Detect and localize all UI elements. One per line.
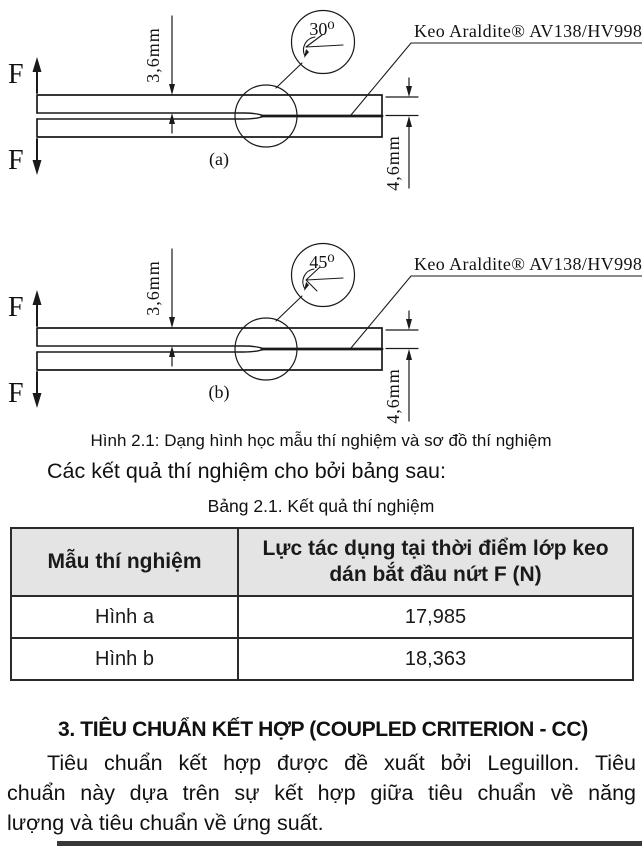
angle-value: 30⁰ — [309, 19, 335, 39]
diagram-b — [8, 244, 642, 424]
force-label-top: F — [8, 59, 24, 90]
adhesive-callout-line — [351, 276, 642, 348]
force-label-bottom: F — [8, 145, 24, 176]
dim-3-6-arrow-down — [169, 84, 175, 95]
paragraph-line: chuẩn này dựa trên sự kết hợp giữa tiêu chuẩn về năng — [7, 781, 636, 805]
balloon-leader — [276, 63, 302, 88]
dim-4-6-arrow-up — [406, 349, 412, 360]
table-row — [11, 596, 633, 638]
cut-off-next-line — [57, 841, 642, 846]
cell-sample: Hình a — [11, 596, 238, 638]
dim-3-6-arrow-down — [169, 317, 175, 328]
adhesive-label: Keo Araldite® AV138/HV998 — [414, 21, 642, 41]
intro-text: Các kết quả thí nghiệm cho bởi bảng sau: — [47, 459, 446, 483]
header-force: Lực tác dụng tại thời điểm lớp keo dán bắt đầu nứt F (N) — [238, 528, 633, 596]
dim-3-6-label: 3,6mm — [143, 260, 163, 316]
cell-force: 17,985 — [238, 596, 633, 638]
table-header-row — [11, 528, 633, 596]
adhesive-label: Keo Araldite® AV138/HV998 — [414, 254, 642, 274]
angle-value: 45⁰ — [309, 252, 335, 272]
table-caption: Bảng 2.1. Kết quả thí nghiệm — [207, 496, 435, 516]
figure-caption: Hình 2.1: Dạng hình học mẫu thí nghiệm và sơ đồ thí nghiệm — [90, 431, 552, 450]
balloon-leader — [276, 296, 302, 321]
paragraph-line: Tiêu chuẩn kết hợp được đề xuất bởi Leguillon. Tiêu — [47, 751, 636, 775]
results-table — [10, 527, 634, 681]
diagram-b-label: (b) — [208, 382, 230, 402]
cell-force: 18,363 — [238, 638, 633, 680]
crack-faces — [37, 113, 264, 119]
dim-4-6-arrow-up — [406, 116, 412, 127]
adhesive-callout-line — [351, 43, 642, 115]
section-paragraph — [7, 748, 636, 838]
table-row — [11, 638, 633, 680]
diagram-a-label: (a) — [209, 149, 229, 169]
force-arrow-up-head — [33, 57, 42, 72]
force-arrow-up-head — [33, 290, 42, 305]
cell-sample: Hình b — [11, 638, 238, 680]
dim-4-6-arrow-down — [406, 86, 412, 97]
dim-4-6-label: 4,6mm — [383, 368, 403, 424]
crack-faces — [37, 346, 264, 352]
dim-4-6-arrow-down — [406, 319, 412, 330]
force-arrow-down-head — [33, 393, 42, 408]
dim-4-6-label: 4,6mm — [383, 135, 403, 191]
paragraph-line: lượng và tiêu chuẩn về ứng suất. — [7, 811, 324, 835]
force-label-bottom: F — [8, 378, 24, 409]
diagram-a — [8, 11, 642, 191]
force-arrow-down-head — [33, 160, 42, 175]
header-sample: Mẫu thí nghiệm — [11, 528, 238, 596]
section-heading: 3. TIÊU CHUẨN KẾT HỢP (COUPLED CRITERION - CC) — [58, 717, 588, 741]
dim-3-6-label: 3,6mm — [143, 27, 163, 83]
force-label-top: F — [8, 292, 24, 323]
